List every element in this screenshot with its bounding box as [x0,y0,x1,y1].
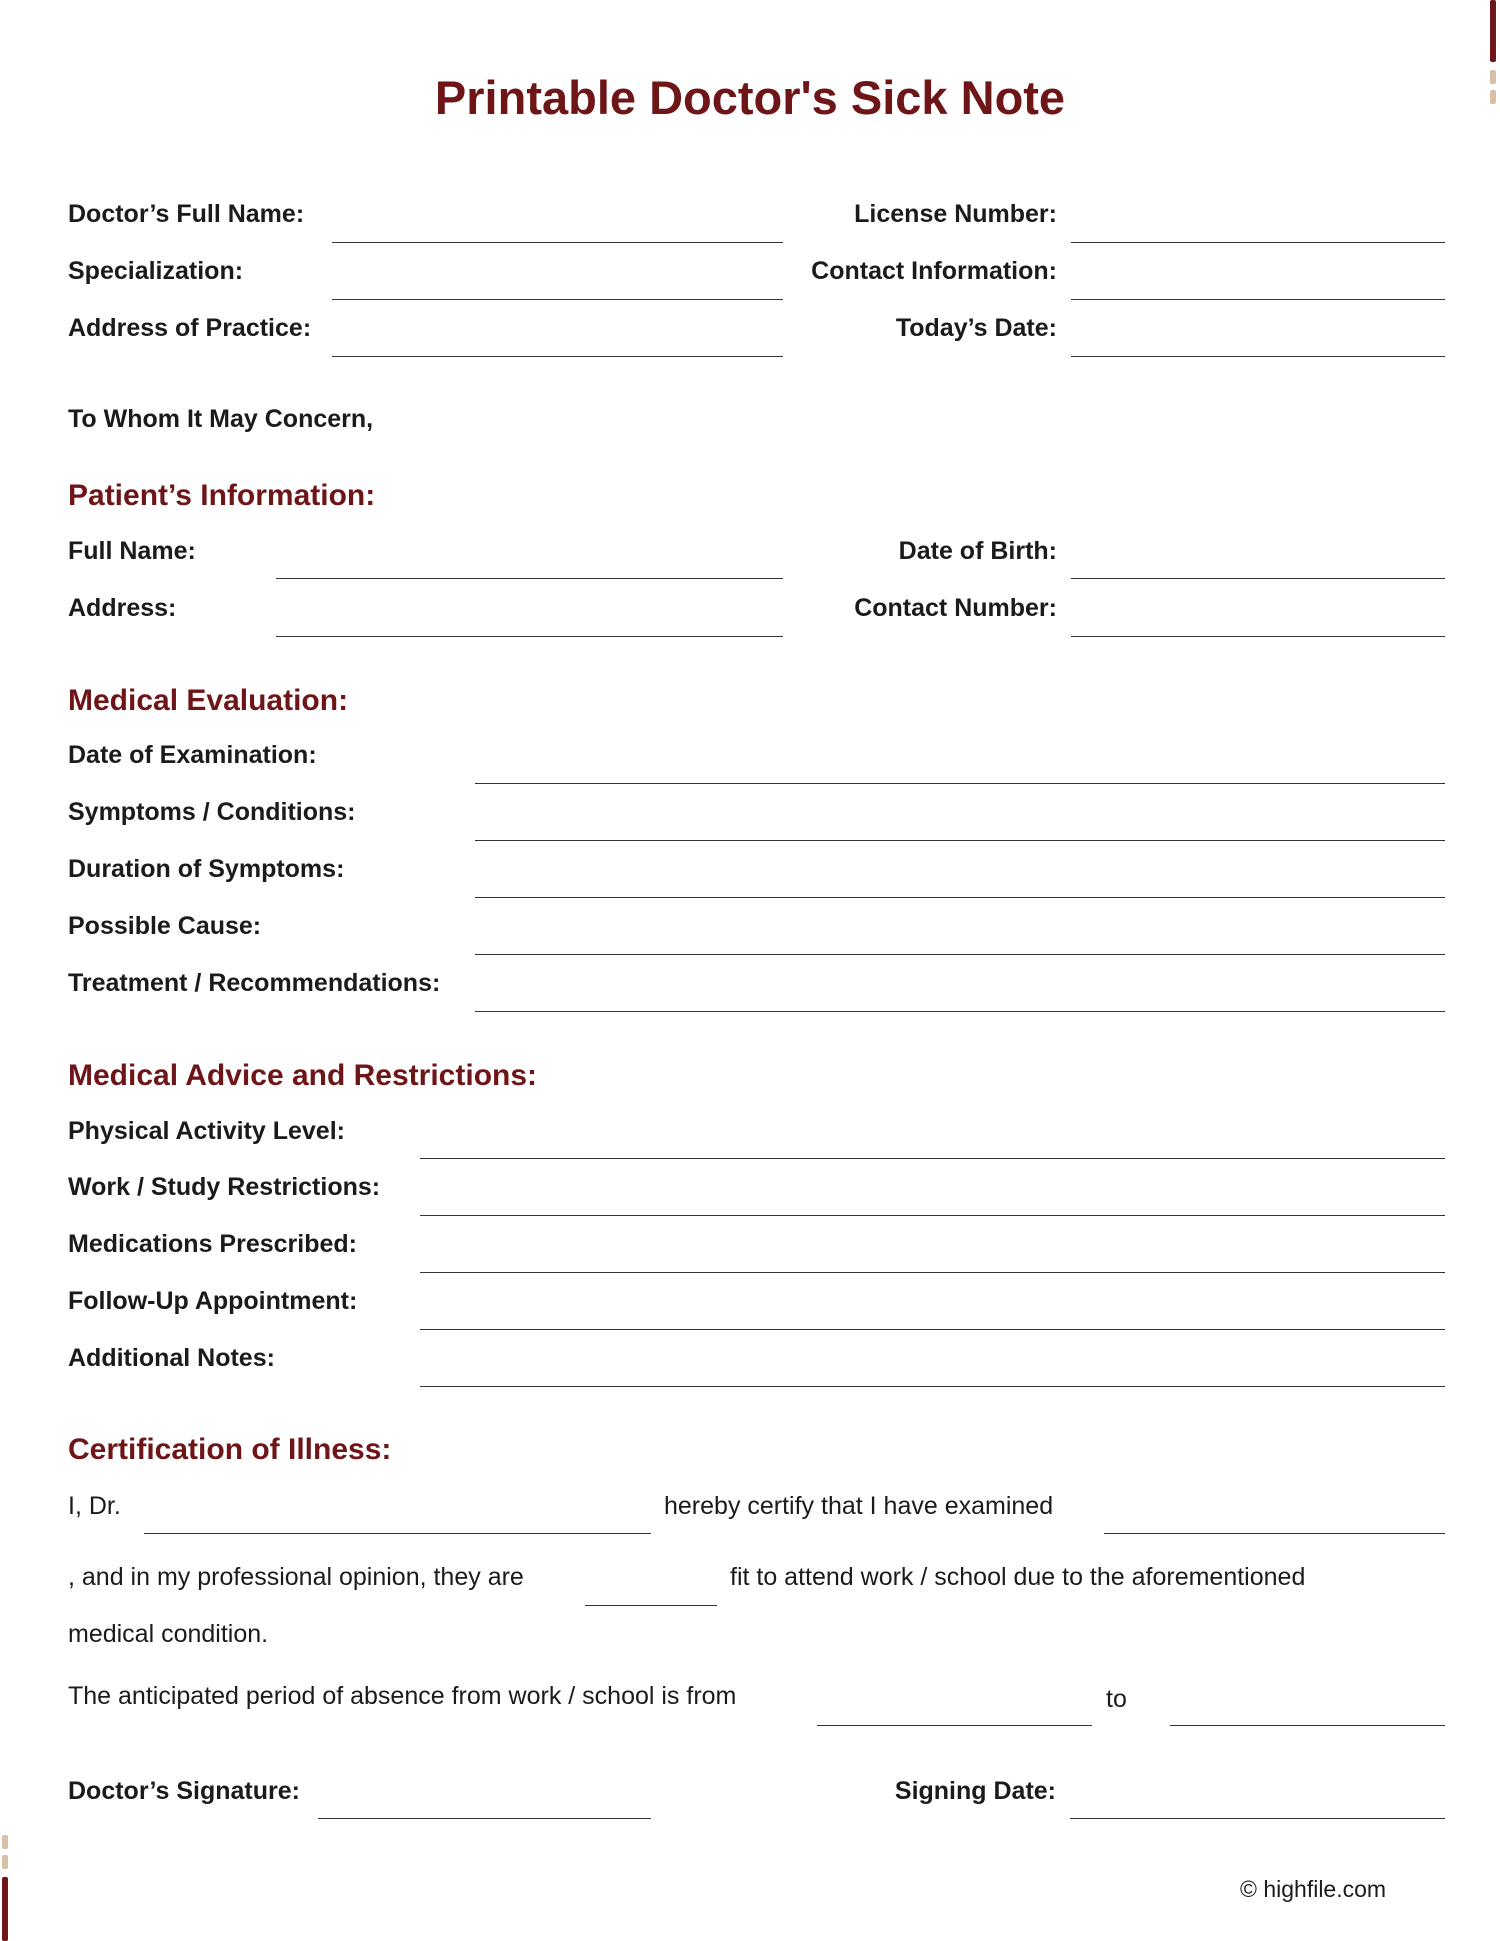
address-of-practice-field[interactable] [332,356,783,357]
patient-full-name-field[interactable] [276,578,783,579]
date-of-birth-field[interactable] [1071,578,1445,579]
contact-information-label: Contact Information: [811,257,1057,285]
work-study-restrictions-field[interactable] [420,1215,1445,1216]
treatment-recommendations-label: Treatment / Recommendations: [68,969,441,997]
certification-text-opinion: , and in my professional opinion, they are [68,1563,524,1591]
contact-number-field[interactable] [1071,636,1445,637]
medical-advice-heading: Medical Advice and Restrictions: [68,1059,538,1092]
license-number-field[interactable] [1071,242,1445,243]
address-of-practice-label: Address of Practice: [68,314,312,342]
signing-date-label: Signing Date: [894,1777,1056,1805]
symptoms-conditions-field[interactable] [475,840,1445,841]
corner-decoration-bottom-left [2,1877,8,1941]
certification-text-fit: fit to attend work / school due to the aforementioned [730,1563,1306,1591]
corner-decoration-bottom-left-dash [2,1835,8,1849]
date-of-examination-field[interactable] [475,783,1445,784]
contact-information-field[interactable] [1071,299,1445,300]
page-title: Printable Doctor's Sick Note [434,71,1066,124]
patient-information-heading: Patient’s Information: [68,479,376,512]
doctor-full-name-field[interactable] [332,242,783,243]
symptoms-conditions-label: Symptoms / Conditions: [68,798,356,826]
footer-copyright: © highfile.com [1240,1876,1387,1902]
duration-of-symptoms-field[interactable] [475,897,1445,898]
treatment-recommendations-field[interactable] [475,1011,1445,1012]
absence-to-field[interactable] [1170,1725,1445,1726]
medical-evaluation-heading: Medical Evaluation: [68,684,349,717]
medications-prescribed-field[interactable] [420,1272,1445,1273]
corner-decoration-bottom-left-dash [2,1855,8,1869]
salutation: To Whom It May Concern, [68,405,374,433]
date-of-examination-label: Date of Examination: [68,741,317,769]
duration-of-symptoms-label: Duration of Symptoms: [68,855,345,883]
possible-cause-field[interactable] [475,954,1445,955]
certification-text-i-dr: I, Dr. [68,1492,121,1520]
signing-date-field[interactable] [1070,1818,1445,1819]
doctor-signature-field[interactable] [318,1818,651,1819]
patient-address-label: Address: [68,594,177,622]
doctor-signature-label: Doctor’s Signature: [68,1777,300,1805]
date-of-birth-label: Date of Birth: [898,537,1057,565]
todays-date-label: Today’s Date: [895,314,1057,342]
physical-activity-level-field[interactable] [420,1158,1445,1159]
medications-prescribed-label: Medications Prescribed: [68,1230,357,1258]
patient-full-name-label: Full Name: [68,537,196,565]
absence-from-field[interactable] [817,1725,1092,1726]
corner-decoration-top-right [1490,0,1496,62]
work-study-restrictions-label: Work / Study Restrictions: [68,1173,381,1201]
certification-heading: Certification of Illness: [68,1433,392,1466]
doctor-full-name-label: Doctor’s Full Name: [68,200,305,228]
patient-address-field[interactable] [276,636,783,637]
fit-status-field[interactable] [585,1605,717,1606]
doctor-name-field[interactable] [144,1533,651,1534]
specialization-field[interactable] [332,299,783,300]
follow-up-appointment-field[interactable] [420,1329,1445,1330]
todays-date-field[interactable] [1071,356,1445,357]
certification-text-absence: The anticipated period of absence from work / school is from [68,1682,737,1710]
patient-name-field[interactable] [1104,1533,1445,1534]
additional-notes-label: Additional Notes: [68,1344,275,1372]
certification-text-to: to [1106,1685,1127,1713]
physical-activity-level-label: Physical Activity Level: [68,1117,345,1145]
license-number-label: License Number: [854,200,1057,228]
follow-up-appointment-label: Follow-Up Appointment: [68,1287,358,1315]
possible-cause-label: Possible Cause: [68,912,262,940]
additional-notes-field[interactable] [420,1386,1445,1387]
certification-text-examined: hereby certify that I have examined [664,1492,1054,1520]
certification-text-condition: medical condition. [68,1620,269,1648]
contact-number-label: Contact Number: [854,594,1057,622]
specialization-label: Specialization: [68,257,244,285]
